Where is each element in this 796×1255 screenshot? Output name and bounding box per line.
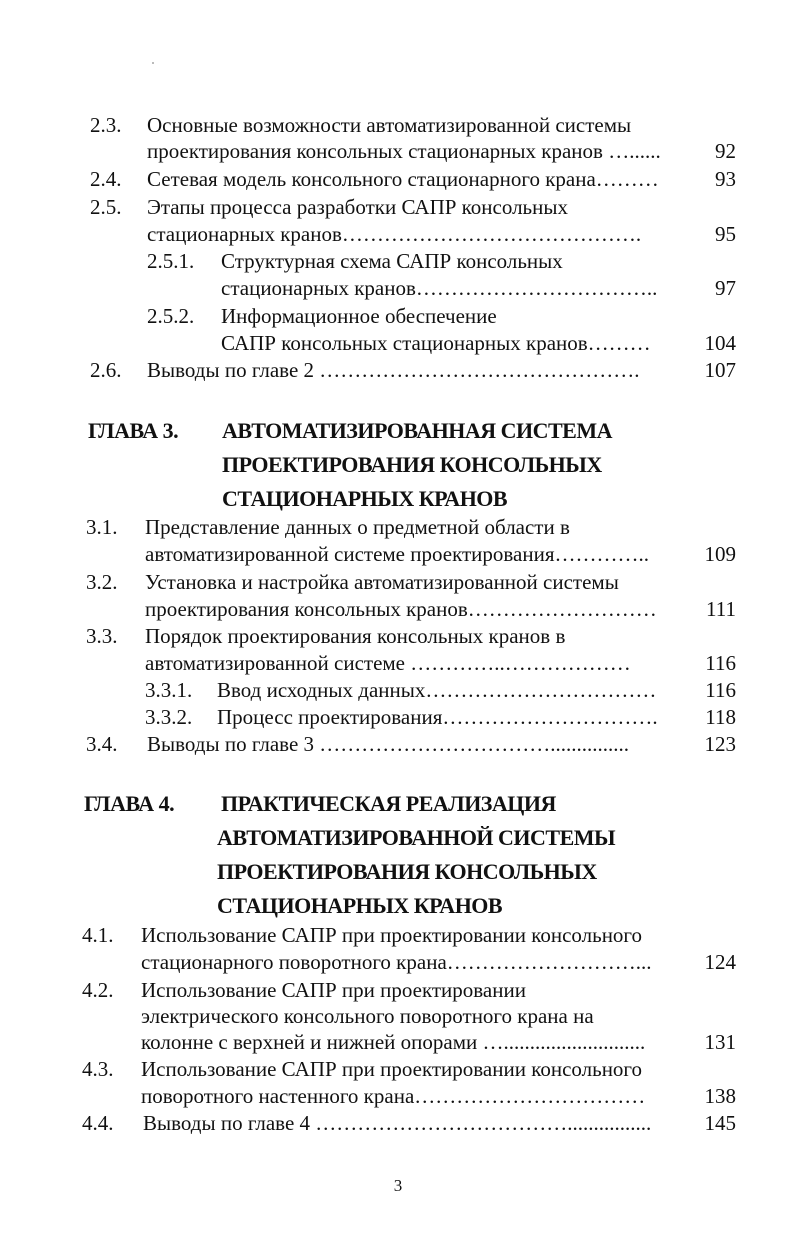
toc-entry-text: автоматизированной системе …………..……………… <box>145 651 631 675</box>
toc-entry-number: 2.4. <box>90 167 122 191</box>
toc-page-number: 116 <box>705 678 736 702</box>
chapter-title: СТАЦИОНАРНЫХ КРАНОВ <box>217 893 503 918</box>
chapter-title: СТАЦИОНАРНЫХ КРАНОВ <box>222 486 508 511</box>
toc-page-number: 131 <box>704 1030 736 1054</box>
toc-page-number: 123 <box>704 732 736 756</box>
toc-entry-text: Выводы по главе 3 ……………………………............... <box>147 732 630 756</box>
chapter-title: АВТОМАТИЗИРОВАННОЙ СИСТЕМЫ <box>217 825 616 850</box>
toc-entry-text: Установка и настройка автоматизированной системы <box>145 570 619 594</box>
toc-entry-text: Сетевая модель консольного стационарного крана……… <box>147 167 659 191</box>
page-number: 3 <box>393 1176 403 1195</box>
toc-entry-text: электрического консольного поворотного крана на <box>141 1004 594 1028</box>
toc-page-number: 124 <box>704 950 736 974</box>
toc-entry-text: Основные возможности автоматизированной системы <box>147 113 632 137</box>
toc-entry-number: 4.3. <box>82 1057 114 1081</box>
toc-entry-text: Использование САПР при проектировании консольного <box>141 1057 643 1081</box>
toc-entry-text: поворотного настенного крана…………………………… <box>141 1084 646 1108</box>
toc-entry-number: 3.1. <box>86 515 118 539</box>
toc-page-number: 92 <box>715 139 736 163</box>
toc-entry-text: Использование САПР при проектировании <box>141 978 526 1002</box>
toc-entry-text: Представление данных о предметной области в <box>145 515 570 539</box>
toc-entry-text: стационарного поворотного крана………………………... <box>141 950 652 974</box>
toc-entry-text: стационарных кранов……………………………………. <box>147 222 642 246</box>
scan-speck <box>152 62 154 64</box>
toc-entry-text: Этапы процесса разработки САПР консольных <box>147 195 568 219</box>
chapter-title: ПРОЕКТИРОВАНИЯ КОНСОЛЬНЫХ <box>222 452 602 477</box>
toc-page-number: 93 <box>715 167 736 191</box>
toc-entry-text: Порядок проектирования консольных кранов в <box>145 624 566 648</box>
toc-entry-text: колонне с верхней и нижней опорами …........................... <box>141 1030 646 1054</box>
toc-entry-text: автоматизированной системе проектирования………….. <box>145 542 649 566</box>
toc-entry-number: 2.5.1. <box>147 249 195 273</box>
toc-entry-text: проектирования консольных стационарных кранов …...... <box>147 139 661 163</box>
toc-entry-number: 3.2. <box>86 570 118 594</box>
toc-entry-number: 4.1. <box>82 923 114 947</box>
toc-entry-text: Использование САПР при проектировании консольного <box>141 923 643 947</box>
toc-entry-text: САПР консольных стационарных кранов……… <box>221 331 651 355</box>
chapter-label: ГЛАВА 4. <box>84 791 175 816</box>
toc-entry-text: Выводы по главе 2 ………………………………………. <box>147 358 640 382</box>
chapter-label: ГЛАВА 3. <box>88 418 179 443</box>
toc-page-number: 138 <box>704 1084 736 1108</box>
toc-entry-number: 3.3.1. <box>145 678 193 702</box>
toc-entry-text: проектирования консольных кранов……………………… <box>145 597 657 621</box>
toc-entry-text: Структурная схема САПР консольных <box>221 249 563 273</box>
toc-entry-number: 2.6. <box>90 358 122 382</box>
toc-entry-number: 3.4. <box>86 732 118 756</box>
toc-entry-number: 3.3. <box>86 624 118 648</box>
toc-entry-number: 4.2. <box>82 978 114 1002</box>
toc-page-number: 118 <box>705 705 736 729</box>
chapter-title: ПРАКТИЧЕСКАЯ РЕАЛИЗАЦИЯ <box>221 791 556 816</box>
toc-entry-number: 2.3. <box>90 113 122 137</box>
toc-entry-text: стационарных кранов…………………………….. <box>221 276 658 300</box>
toc-entry-number: 3.3.2. <box>145 705 193 729</box>
toc-page-number: 107 <box>704 358 736 382</box>
toc-page-number: 145 <box>704 1111 736 1135</box>
toc-entry-number: 2.5.2. <box>147 304 195 328</box>
toc-entry-text: Выводы по главе 4 ………………………………................ <box>143 1111 652 1135</box>
toc-entry-number: 2.5. <box>90 195 122 219</box>
toc-entry-text: Ввод исходных данных…………………………… <box>217 678 657 702</box>
toc-entry-text: Информационное обеспечение <box>221 304 497 328</box>
toc-entry-text: Процесс проектирования…………………………. <box>217 705 658 729</box>
toc-page-number: 97 <box>715 276 736 300</box>
toc-page-number: 111 <box>706 597 736 621</box>
chapter-title: ПРОЕКТИРОВАНИЯ КОНСОЛЬНЫХ <box>217 859 597 884</box>
toc-page-number: 95 <box>715 222 736 246</box>
toc-page-number: 109 <box>704 542 736 566</box>
toc-entry-number: 4.4. <box>82 1111 114 1135</box>
toc-page-number: 116 <box>705 651 736 675</box>
toc-page-number: 104 <box>704 331 736 355</box>
chapter-title: АВТОМАТИЗИРОВАННАЯ СИСТЕМА <box>222 418 612 443</box>
